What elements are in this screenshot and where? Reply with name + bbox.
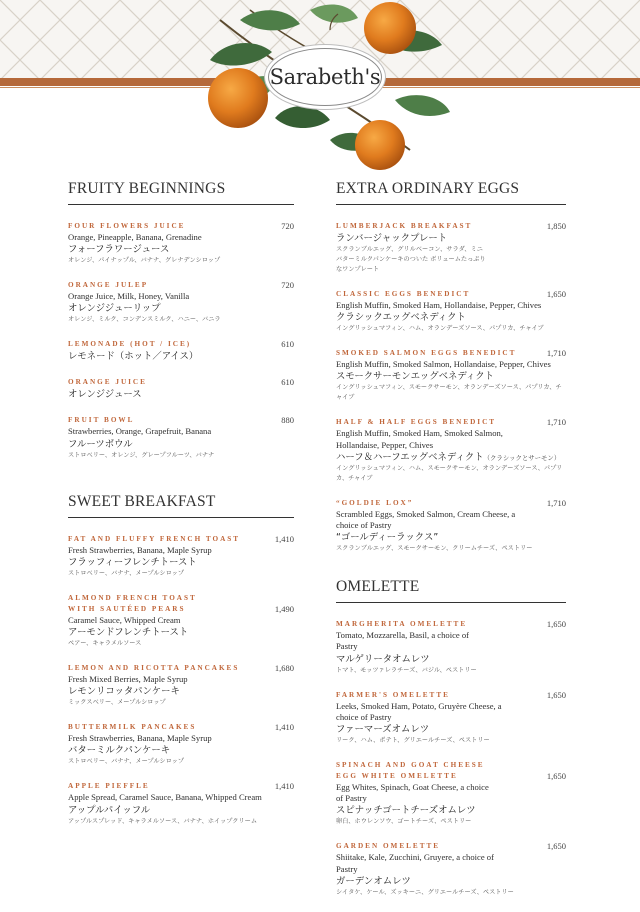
menu-item-price: 1,650: [546, 689, 566, 700]
menu-item-description: English Muffin, Smoked Ham, Smoked Salmon, Hollandaise, Pepper, Chives: [336, 428, 503, 450]
menu-item-price: 1,410: [274, 781, 294, 792]
menu-item-name: BUTTERMILK PANCAKES: [68, 723, 197, 732]
menu-item-price: 1,410: [274, 533, 294, 544]
menu-item-price: 1,710: [546, 497, 566, 508]
menu-item-name: FRUIT BOWL: [68, 416, 135, 425]
menu-item-name-jp: フラッフィーフレンチトースト: [68, 556, 197, 568]
menu-item-name-jp: マルゲリータオムレツ: [336, 653, 430, 665]
menu-item: [336, 690, 566, 746]
menu-item-name-jp: クラシックエッグベネディクト: [336, 312, 466, 324]
menu-column-left: [68, 180, 294, 841]
menu-item-description: Egg Whites, Spinach, Goat Cheese, a choice of Pastry: [336, 782, 489, 804]
menu-item-name: ALMOND FRENCH TOAST WITH SAUTÉED PEARS: [68, 593, 197, 613]
brand-logo: [268, 48, 382, 106]
brand-logo-text: Sarabeth's: [269, 65, 381, 89]
menu-item-name: CLASSIC EGGS BENEDICT: [336, 290, 471, 298]
menu-item-name: FARMER'S OMELETTE: [336, 690, 450, 699]
menu-item: [336, 841, 566, 897]
menu-item-description-jp: アップルスプレッド、キャラメルソース、バナナ、ホイップクリーム: [68, 817, 258, 825]
menu-item-description: Tomato, Mozzarella, Basil, a choice of Pastry: [336, 630, 470, 652]
menu-item: [68, 781, 294, 826]
menu-item: [336, 221, 566, 275]
menu-item-price: 610: [281, 339, 294, 350]
menu-item-description-jp: オレンジ、ミルク、コンデンスミルク、ハニー、バニラ: [68, 316, 221, 324]
menu-item-description: Fresh Strawberries, Banana, Maple Syrup: [68, 733, 212, 744]
menu-item-name-jp: レモネード（ホット／アイス）: [68, 351, 199, 363]
menu-item-name-jp: スモークサーモンエッグベネディクト: [336, 371, 495, 383]
section-title-omelette: OMELETTE: [336, 578, 566, 603]
menu-item-price: 720: [281, 280, 294, 291]
menu-item-description-jp: ミックスベリー、メープルシロップ: [68, 699, 166, 707]
menu-item: [336, 348, 566, 403]
menu-item-description: English Muffin, Smoked Ham, Hollandaise, Pepper, Chives: [336, 300, 542, 310]
menu-item-name-jp: フルーツボウル: [68, 438, 133, 450]
menu-item-description: Scrambled Eggs, Smoked Salmon, Cream Cheese, a choice of Pastry: [336, 508, 516, 531]
menu-item-name: SPINACH AND GOAT CHEESE EGG WHITE OMELETTE: [336, 761, 485, 781]
menu-item: [336, 619, 566, 675]
menu-item-description-jp: ストロベリー、バナナ、メープルシロップ: [68, 569, 185, 577]
menu-item-name: FAT AND FLUFFY FRENCH TOAST: [68, 534, 241, 543]
menu-item: [68, 280, 294, 325]
menu-item-description: Orange, Pineapple, Banana, Grenadine: [68, 232, 202, 242]
menu-item-price: 1,710: [546, 348, 566, 359]
menu-item-name-jp: ガーデンオムレツ: [336, 875, 411, 887]
menu-item-description: Fresh Strawberries, Banana, Maple Syrup: [68, 544, 212, 555]
menu-item-description-jp: シイタケ、ケール、ズッキーニ、グリエールチーズ、ペストリー: [336, 888, 514, 896]
menu-item: [68, 663, 294, 708]
menu-item-name-jp: “ゴールディーラックス”: [336, 532, 439, 544]
menu-item-name: ORANGE JULEP: [68, 281, 149, 290]
menu-item-description: Fresh Mixed Berries, Maple Syrup: [68, 674, 188, 685]
menu-item-price: 880: [281, 415, 294, 426]
menu-item-name: SMOKED SALMON EGGS BENEDICT: [336, 349, 517, 358]
menu-item: [68, 415, 294, 460]
menu-item-price: 1,850: [546, 221, 566, 231]
menu-item-description-jp: ストロベリー、バナナ、メープルシロップ: [68, 758, 185, 766]
menu-item-name: “GOLDIE LOX”: [336, 498, 414, 507]
menu-item-description-jp: スクランブルエッグ、グリルベーコン、サラダ、ミニバターミルクパンケーキのついた ボリュームたっぷりなワンプレート: [336, 246, 486, 273]
menu-item-name-jp: ランバージャックプレート: [336, 233, 448, 244]
menu-item-description: Caramel Sauce, Whipped Cream: [68, 614, 181, 625]
section-title-sweet-breakfast: SWEET BREAKFAST: [68, 493, 294, 518]
menu-item: [336, 760, 566, 827]
menu-item-name: LUMBERJACK BREAKFAST: [336, 222, 473, 230]
menu-item-name: ORANGE JUICE: [68, 378, 147, 387]
menu-item-name: APPLE PIEFFLE: [68, 782, 150, 791]
menu-item-description-jp: ストロベリー、オレンジ、グレープフルーツ、バナナ: [68, 451, 215, 459]
menu-item-name-jp: フォーフラワージュース: [68, 244, 170, 256]
menu-item-price: 1,490: [274, 603, 294, 614]
menu-item-name: LEMON AND RICOTTA PANCAKES: [68, 664, 240, 673]
menu-item-price: 1,650: [546, 841, 566, 852]
menu-item-name-jp: [336, 451, 566, 464]
menu-item-description-jp: オレンジ、パイナップル、バナナ、グレナデンシロップ: [68, 257, 221, 265]
menu-column-right: [336, 180, 566, 912]
menu-item-description-jp: スクランブルエッグ、スモークサーモン、クリームチーズ、ペストリー: [336, 545, 533, 553]
menu-item: [68, 593, 294, 649]
menu-item-description: Apple Spread, Caramel Sauce, Banana, Whipped Cream: [68, 792, 262, 803]
menu-item-price: 720: [281, 221, 294, 231]
menu-item: [68, 339, 294, 363]
menu-item-description-jp: イングリッシュマフィン、スモークサーモン、オランデーズソース、パプリカ、チャイブ: [336, 384, 562, 402]
menu-item: [68, 534, 294, 579]
menu-item-description: Strawberries, Orange, Grapefruit, Banana: [68, 426, 212, 437]
menu-item-note-jp: （クラシックとサーモン）: [483, 453, 561, 462]
menu-item-price: 1,710: [546, 417, 566, 428]
menu-item-description-jp: イングリッシュマフィン、ハム、スモークサーモン、オランデーズソース、パプリカ、チャイブ: [336, 464, 563, 482]
menu-item: [68, 722, 294, 767]
menu-item-name-jp-text: ハーフ＆ハーフエッグベネディクト: [336, 451, 484, 463]
menu-item-description: English Muffin, Smoked Salmon, Hollandaise, Pepper, Chives: [336, 359, 551, 370]
menu-item: [68, 377, 294, 401]
menu-item-price: 1,650: [546, 289, 566, 299]
menu-item-price: 1,650: [546, 619, 566, 630]
menu-item-name-jp: オレンジジューリップ: [68, 303, 161, 315]
menu-item-description-jp: リーク、ハム、ポテト、グリエールチーズ、ペストリー: [336, 737, 490, 745]
menu-item: [336, 417, 566, 483]
menu-item-price: 1,650: [546, 771, 566, 782]
menu-item-price: 610: [281, 377, 294, 388]
menu-item-name-jp: スピナッチゴートチーズオムレツ: [336, 805, 476, 817]
menu-item: [336, 498, 566, 554]
menu-item: [336, 289, 566, 334]
section-title-fruity-beginnings: FRUITY BEGINNINGS: [68, 180, 294, 205]
menu-item-description: Shiitake, Kale, Zucchini, Gruyere, a choice of Pastry: [336, 852, 494, 874]
menu-item-name-jp: アップルパイッフル: [68, 804, 151, 816]
menu-item-description-jp: 卵白、ホウレンソウ、ゴートチーズ、ペストリー: [336, 818, 472, 826]
section-title-extra-ordinary-eggs: EXTRA ORDINARY EGGS: [336, 180, 566, 205]
menu-item-description: Orange Juice, Milk, Honey, Vanilla: [68, 291, 190, 302]
menu-item-name-jp: オレンジジュース: [68, 389, 142, 401]
menu-item-name: FOUR FLOWERS JUICE: [68, 222, 186, 230]
menu-item-name-jp: レモンリコッタパンケーキ: [68, 686, 180, 698]
menu-item-name: HALF & HALF EGGS BENEDICT: [336, 418, 497, 427]
menu-item-description-jp: トマト、モッツァレラチーズ、バジル、ペストリー: [336, 666, 477, 674]
menu-item-description-jp: イングリッシュマフィン、ハム、オランデーズソース、パプリカ、チャイブ: [336, 325, 544, 333]
menu-item-price: 1,680: [274, 663, 294, 674]
menu-item: [68, 221, 294, 266]
menu-item-price: 1,410: [274, 722, 294, 733]
menu-item-name-jp: ファーマーズオムレツ: [336, 724, 430, 736]
menu-item-name: GARDEN OMELETTE: [336, 842, 441, 851]
menu-item-name-jp: バターミルクパンケーキ: [68, 745, 171, 757]
menu-item-description-jp: ペアー、キャラメルソース: [68, 640, 142, 648]
menu-item-name: LEMONADE (HOT / ICE): [68, 340, 192, 349]
menu-item-description: Leeks, Smoked Ham, Potato, Gruyère Cheese, a choice of Pastry: [336, 700, 502, 722]
menu-item-name-jp: アーモンドフレンチトースト: [68, 627, 189, 639]
menu-item-name: MARGHERITA OMELETTE: [336, 620, 468, 629]
